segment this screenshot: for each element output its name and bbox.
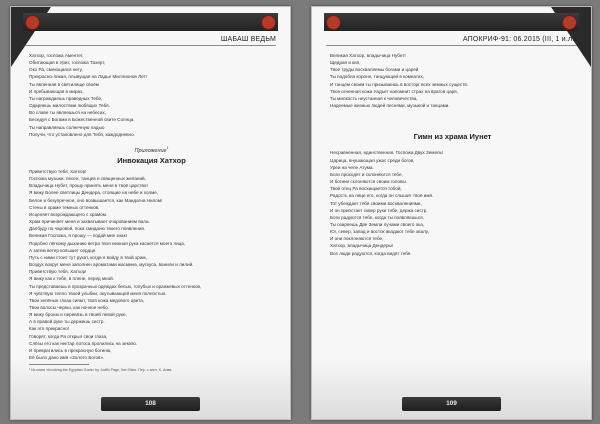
- text-line: Ты милкость неустанная к человечества,: [330, 95, 418, 101]
- text-line: Хатхор, госпожа Аментет,: [29, 53, 84, 58]
- poem-block: [330, 52, 575, 109]
- footnote-divider: [29, 364, 89, 365]
- text-line: Надеемые жизнью людей песнями, музыкой и танцами.: [330, 103, 450, 109]
- text-line: Ты представаешь в прозрачных одеждах белых, голубых и оранжевых оттенков,: [29, 283, 202, 289]
- text-line: Приветствую тебя, Хатхор!: [29, 269, 87, 275]
- text-line: Госпожа музыки, песен, танцев и священных желаний,: [29, 176, 146, 182]
- text-line: Владычица Нубет, прошу принять меня в твоё царство!: [29, 183, 148, 189]
- text-line: Исцеляет возрождающего с храмом.: [29, 211, 108, 217]
- text-line: А затем ветер колышет сердце.: [29, 247, 97, 253]
- section-header: ШАБАШ ВЕДЬМ: [25, 34, 276, 46]
- left-text: [29, 52, 274, 374]
- emblem-icon: [25, 15, 40, 30]
- text-line: Око Ра, смеющаяся негу,: [29, 67, 83, 73]
- text-line: Ты подобна короне, танцующей в комнатах,: [330, 74, 425, 80]
- text-line: Щедрая и кип,: [330, 60, 361, 66]
- text-line: Слёзы его как нектар лотоса пролились на землю.: [29, 340, 138, 346]
- chapter-title: Гимн из храма Иунет: [413, 132, 492, 142]
- text-line: Боги проходят и склоняются тебе,: [330, 171, 403, 177]
- text-line: Твоя огненная кожа Уадьет напомнит страх на врагов царя,: [330, 88, 458, 94]
- text-line: Белое и безупречное, оно возвышается, как Мандагна Нилом!: [29, 197, 163, 203]
- text-line: Царица, внушающая ужас среди богов,: [330, 157, 415, 163]
- text-line: Боги радуются тебе, когда ты появляешься,: [330, 214, 424, 220]
- text-line: А в правой руке ты держишь систр.: [29, 319, 105, 325]
- text-line: Великая Госпожа, я прошу — подай мне знак!: [29, 233, 127, 239]
- emblem-icon: [562, 15, 577, 30]
- text-line: Твои зелёные глаза сияют, твоя кожа медового цвета,: [29, 297, 145, 303]
- text-line: И богини склоняются своим головы.: [330, 179, 408, 185]
- text-line: Хатхор, владычица Дендеры!: [330, 243, 394, 249]
- footnote-marker: 1: [166, 145, 169, 150]
- appendix-label: Приложение$^1$: [134, 145, 169, 154]
- text-line: Стены в храме темных оттенков.: [29, 204, 100, 210]
- text-line: Подобно лёгкому дыханию ветра твоя нежная рука касается моего лица,: [29, 240, 186, 246]
- text-line: Приветствую тебя, Хатхор!: [29, 169, 87, 175]
- text-line: Получи, что установлено для Тебя, каждодневно.: [29, 131, 135, 137]
- text-line: Обитающая в Урит, госпожа Тахерт,: [29, 60, 106, 66]
- book-banner: [23, 13, 278, 31]
- text-line: И пребывающая в мирах,: [29, 88, 84, 94]
- text-line: Во славе ты являешься на небесах,: [29, 110, 106, 116]
- text-line: Юг, север, запад и восток вкадают тебе хвалу,: [330, 229, 429, 235]
- page-number: 109: [402, 397, 501, 411]
- text-line: Несравненная, единственная, Госпожа Двух Земель!: [330, 150, 444, 156]
- text-line: Говорят, когда Ра открыл свои глаза,: [29, 333, 108, 339]
- text-line: Уреи на челе Атума.: [330, 164, 374, 170]
- text-line: Я вижу как к тебе, в плене, перед мной.: [29, 276, 114, 282]
- text-line: Далбуду по чаровой, пока смиданю твоего появления.: [29, 226, 146, 232]
- text-line: Я вижу Более светлицы Дендера, стоящие на небе и холме,: [29, 190, 159, 196]
- poem-block: [29, 52, 274, 138]
- text-line: Прекрасно-ликая, плывущая на Ладье Миллионов Лет!: [29, 74, 147, 80]
- text-line: Твой отец Ра восхищается тобой,: [330, 186, 402, 192]
- text-line: Путь с ними стоит тут рукат, когда я войду в твой храм,: [29, 254, 147, 260]
- text-line: Беседуя с Богами в Божественной свите Солнца.: [29, 117, 135, 123]
- text-line: Твои волосы черны, как ночное небо.: [29, 304, 110, 310]
- text-line: Тот убеждает тебя своими восхвалениями,: [330, 200, 422, 206]
- text-line: И танцем своим ты призываешь в восторг всех земных существ.: [330, 81, 469, 87]
- emblem-icon: [326, 15, 341, 30]
- text-line: Её было дано имя «Золото Богов».: [29, 355, 105, 361]
- right-text: [330, 52, 575, 257]
- text-line: И превратились в прекрасную богиню,: [29, 347, 112, 353]
- emblem-icon: [261, 15, 276, 30]
- text-line: Воздух вокруг меня заполнен ароматами жасмина, мускуса, ванили и лилий.: [29, 262, 194, 268]
- text-line: Одаряешь милостями любящих Тебя.: [29, 103, 110, 109]
- text-line: Я чувствую тепло твоей улыбки, окутывающей меня полностью.: [29, 290, 167, 296]
- text-line: И он приостает сквер руки тебе, держа систр.: [330, 207, 428, 213]
- section-header: АПОКРИФ-91: 06.2015 (III, 1 и.л.): [326, 34, 577, 46]
- text-line: Твое труды восхваляемы богами и царей: [330, 67, 419, 73]
- left-page: [10, 6, 291, 420]
- text-line: Все люди радуются, когда видят тебя.: [330, 250, 412, 256]
- text-line: Как это прекрасно!: [29, 326, 70, 332]
- text-line: Ты направляешь солнечную ладью: [29, 124, 105, 130]
- right-page: [311, 6, 592, 420]
- text-line: Я вижу броню и перевязь в твоей левой руке,: [29, 312, 127, 318]
- text-line: Храм причиняет меня и захватывает очарованием вала.: [29, 219, 150, 225]
- text-line: Ты явленная в святилище своём: [29, 81, 99, 87]
- chapter-title: Инвокация Хатхор: [117, 155, 186, 165]
- text-line: И они поклоняются тебе,: [330, 236, 384, 242]
- text-line: Ты озаряешь Две Земли лучами своего ока,: [330, 221, 425, 227]
- text-line: Ты награждаешь праведных Тебе,: [29, 95, 103, 101]
- book-banner: [324, 13, 579, 31]
- hymn-block: [330, 149, 575, 256]
- text-line: Великая Хатхор, владычица Нубет!: [330, 53, 406, 58]
- text-line: Радость на лице его, когда он слышит твоё имя.: [330, 193, 434, 199]
- page-number: 108: [101, 397, 200, 411]
- invocation-block: [29, 168, 274, 361]
- footnote: ¹ Из книги «Invoking the Egyptian Gods» by Judith Page, Ken Biles. Пер. с англ. К. Алва.: [29, 368, 173, 373]
